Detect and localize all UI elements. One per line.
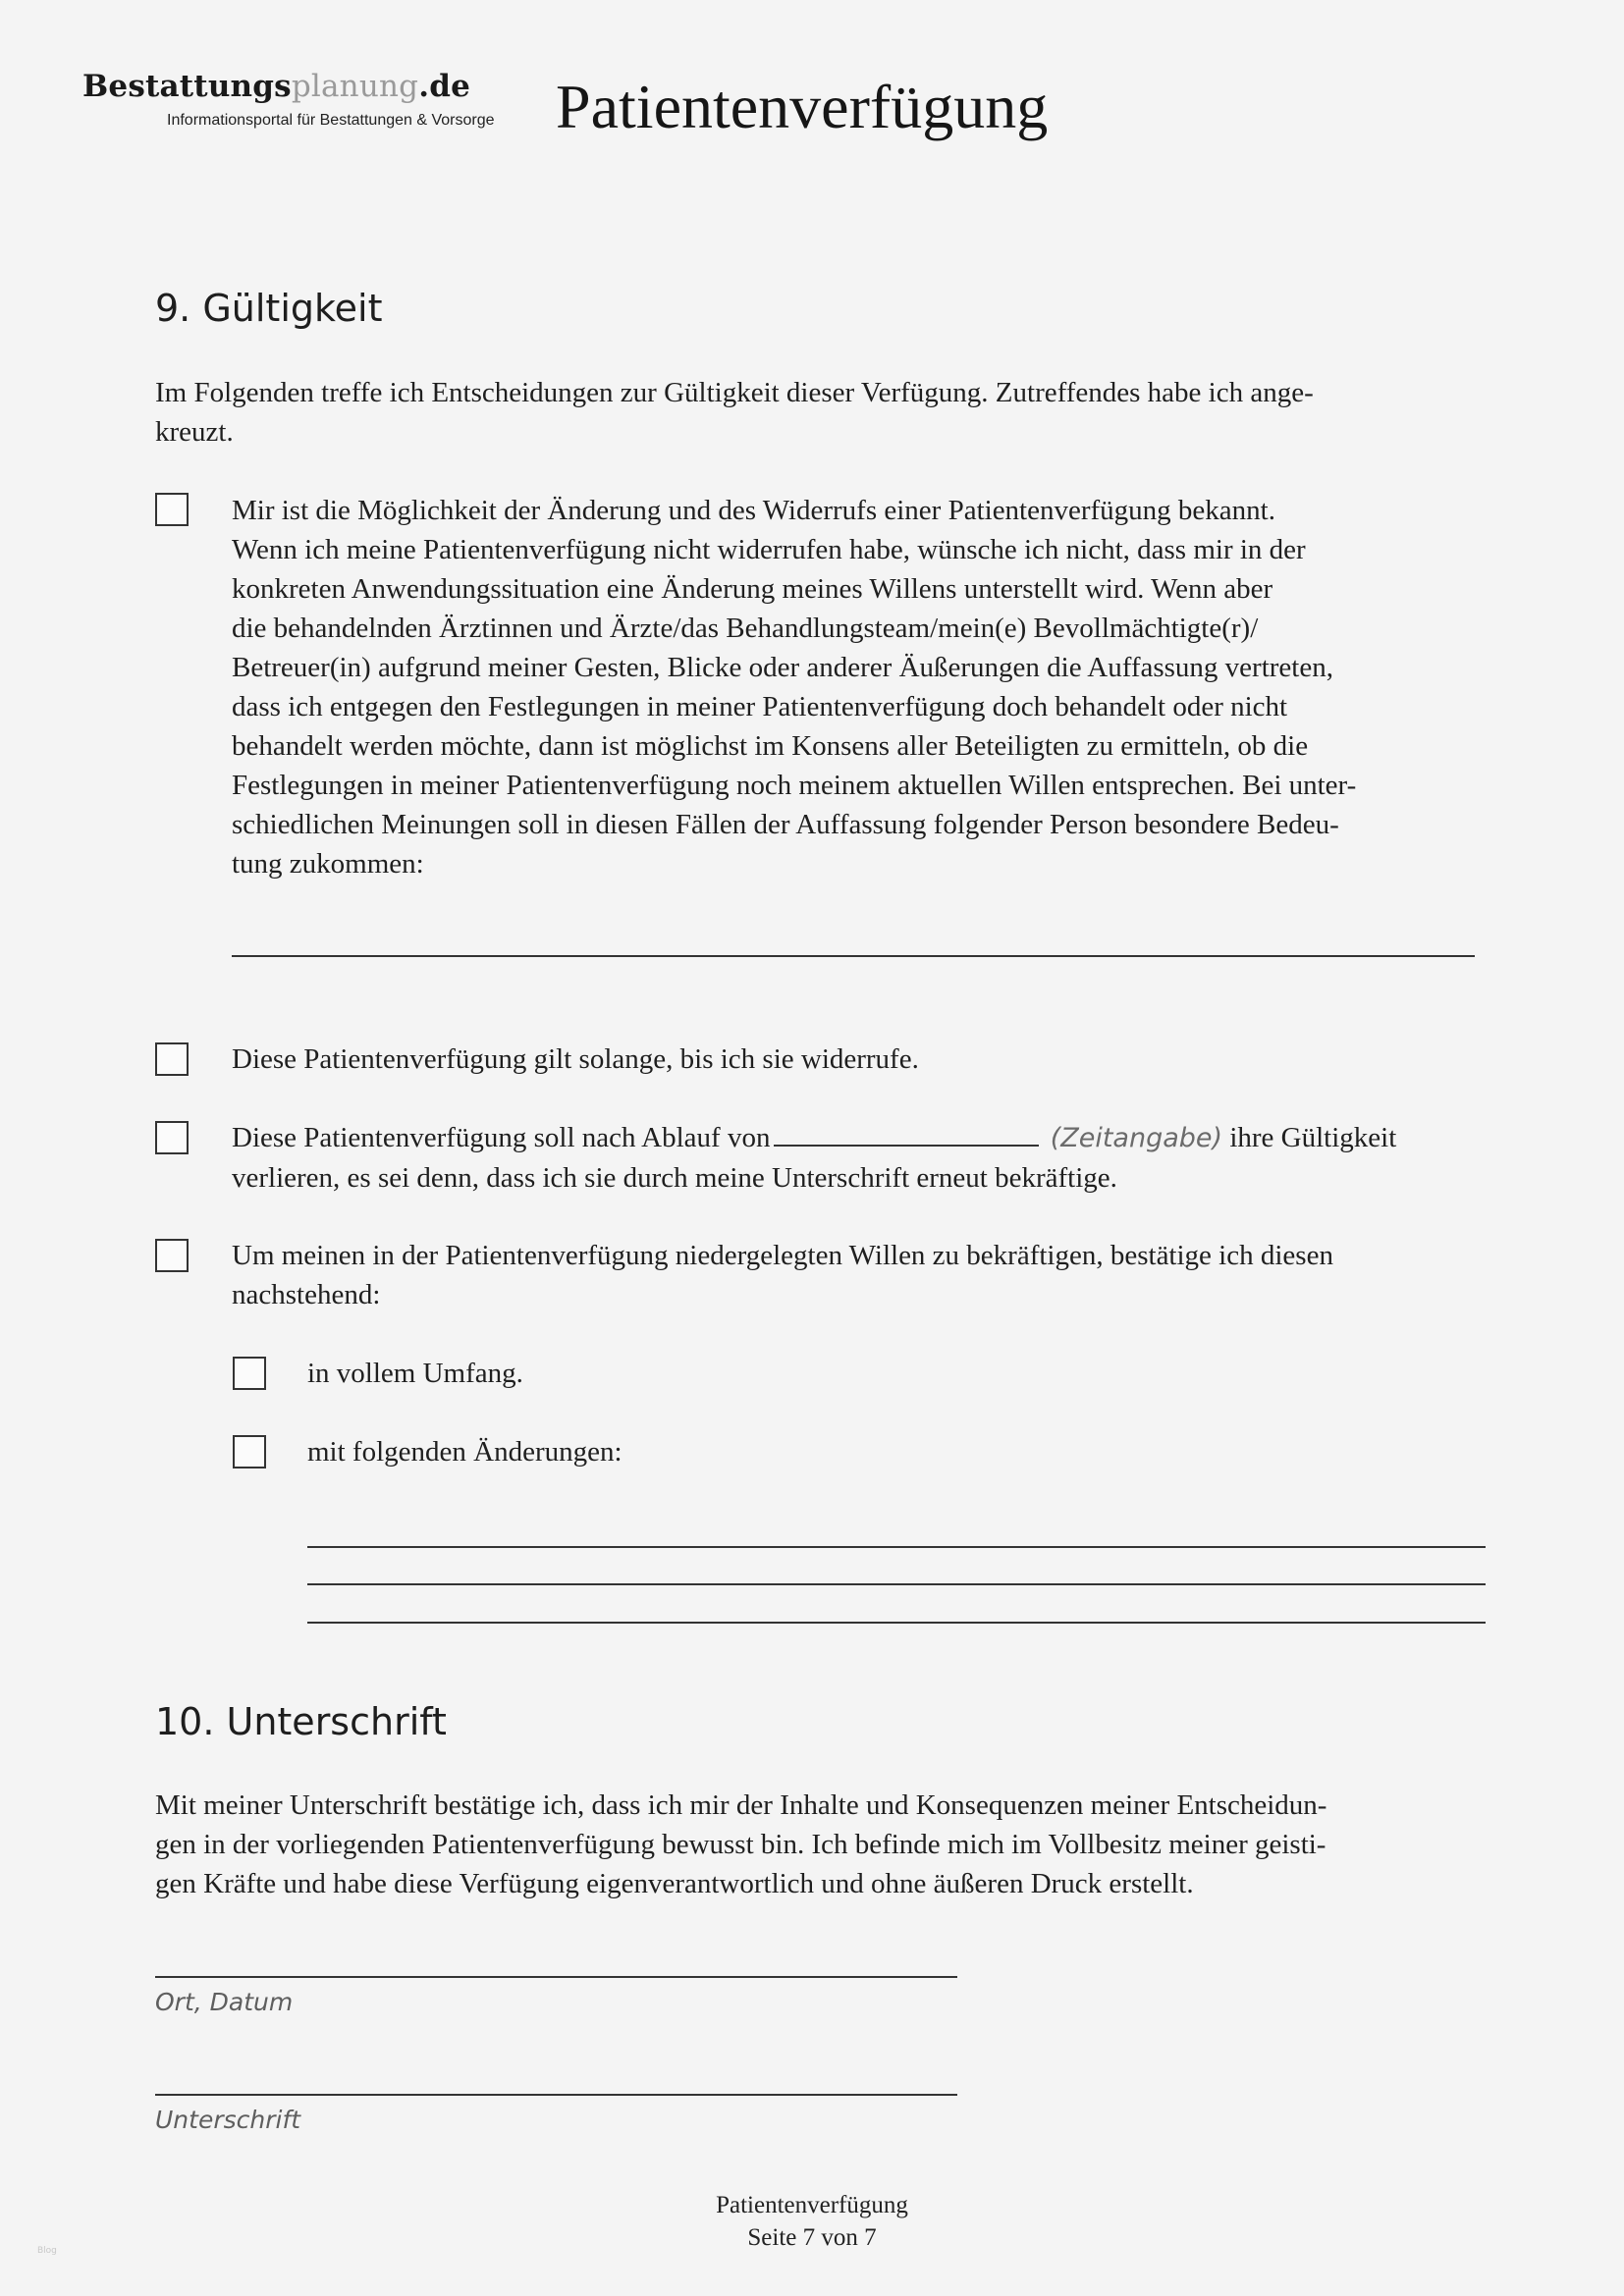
changes-line-3[interactable] bbox=[307, 1622, 1486, 1624]
option-line: nachstehend: bbox=[232, 1279, 381, 1310]
intro-line: kreuzt. bbox=[155, 416, 234, 448]
option-line: die behandelnden Ärztinnen und Ärzte/das Behandlungsteam/mein(e) Bevollmächtigte(r)/ bbox=[232, 613, 1259, 644]
option-line: konkreten Anwendungssituation eine Änderung meines Willens unterstellt wird. Wenn aber bbox=[232, 573, 1273, 605]
logo-wordmark bbox=[82, 69, 470, 104]
option-revocation-known-text bbox=[232, 491, 1356, 883]
checkbox-revocation-known[interactable] bbox=[155, 493, 189, 526]
time-input-line[interactable] bbox=[774, 1121, 1039, 1147]
option-line: behandelt werden möchte, dann ist möglichst im Konsens aller Beteiligten zu ermitteln, ob die bbox=[232, 730, 1309, 762]
logo-tagline: Informationsportal für Bestattungen & Vorsorge bbox=[167, 112, 495, 129]
signature-line[interactable] bbox=[155, 2094, 957, 2096]
sub-option-with-changes-text bbox=[307, 1432, 623, 1471]
changes-line-2[interactable] bbox=[307, 1583, 1486, 1585]
expiry-after: ihre Gültigkeit bbox=[1229, 1122, 1397, 1153]
option-line: in vollem Umfang. bbox=[307, 1358, 523, 1389]
expiry-before: Diese Patientenverfügung soll nach Ablauf von bbox=[232, 1122, 771, 1153]
section-10-text bbox=[155, 1786, 1326, 1903]
signature-label: Unterschrift bbox=[155, 2106, 301, 2134]
signature-text-line: gen in der vorliegenden Patientenverfügung bewusst bin. Ich befinde mich im Vollbesitz meiner geisti- bbox=[155, 1829, 1326, 1860]
option-line: Festlegungen in meiner Patientenverfügung noch meinem aktuellen Willen entsprechen. Bei unter- bbox=[232, 770, 1357, 801]
checkbox-full-scope[interactable] bbox=[233, 1357, 266, 1390]
changes-line-1[interactable] bbox=[307, 1546, 1486, 1548]
option-line: Diese Patientenverfügung gilt solange, bis ich sie widerrufe. bbox=[232, 1043, 919, 1075]
section-9-heading: 9. Gültigkeit bbox=[155, 287, 383, 330]
option-expiry-text bbox=[232, 1118, 1396, 1198]
option-line: verlieren, es sei denn, dass ich sie durch meine Unterschrift erneut bekräftige. bbox=[232, 1162, 1117, 1194]
option-reaffirm-text bbox=[232, 1236, 1333, 1314]
checkbox-expiry[interactable] bbox=[155, 1121, 189, 1154]
option-line: Um meinen in der Patientenverfügung niedergelegten Willen zu bekräftigen, bestätige ich diesen bbox=[232, 1240, 1333, 1271]
document-title: Patientenverfügung bbox=[556, 72, 1049, 141]
logo-tld: .de bbox=[418, 69, 471, 104]
signature-text-line: gen Kräfte und habe diese Verfügung eigenverantwortlich und ohne äußeren Druck erstellt. bbox=[155, 1868, 1194, 1899]
logo-accent: planung bbox=[291, 69, 419, 104]
sub-option-full-scope-text bbox=[307, 1354, 523, 1393]
option-line: dass ich entgegen den Festlegungen in meiner Patientenverfügung doch behandelt oder nicht bbox=[232, 691, 1288, 722]
option-line bbox=[232, 1118, 1396, 1158]
option-line: schiedlichen Meinungen soll in diesen Fällen der Auffassung folgender Person besondere Bedeu- bbox=[232, 809, 1339, 840]
time-hint: (Zeitangabe) bbox=[1050, 1123, 1223, 1153]
option-line: Wenn ich meine Patientenverfügung nicht widerrufen habe, wünsche ich nicht, dass mir in der bbox=[232, 534, 1306, 565]
option-valid-until-revoked-text bbox=[232, 1040, 919, 1079]
option-line: Mir ist die Möglichkeit der Änderung und des Widerrufs einer Patientenverfügung bekannt. bbox=[232, 495, 1275, 526]
intro-line: Im Folgenden treffe ich Entscheidungen zur Gültigkeit dieser Verfügung. Zutreffendes habe ich ange- bbox=[155, 377, 1314, 408]
logo-main: Bestattungs bbox=[82, 69, 292, 104]
watermark: Blog bbox=[37, 2246, 57, 2256]
section-9-intro bbox=[155, 373, 1314, 452]
person-name-line[interactable] bbox=[232, 955, 1475, 957]
signature-text-line: Mit meiner Unterschrift bestätige ich, dass ich mir der Inhalte und Konsequenzen meiner Entscheidun- bbox=[155, 1789, 1327, 1821]
footer-title: Patientenverfügung bbox=[716, 2192, 908, 2218]
option-line: Betreuer(in) aufgrund meiner Gesten, Blicke oder anderer Äußerungen die Auffassung vertreten, bbox=[232, 652, 1333, 683]
checkbox-with-changes[interactable] bbox=[233, 1435, 266, 1468]
footer-page-number: Seite 7 von 7 bbox=[747, 2224, 877, 2251]
place-date-label: Ort, Datum bbox=[155, 1988, 294, 2016]
option-line: tung zukommen: bbox=[232, 848, 424, 880]
checkbox-valid-until-revoked[interactable] bbox=[155, 1042, 189, 1076]
checkbox-reaffirm[interactable] bbox=[155, 1239, 189, 1272]
section-10-heading: 10. Unterschrift bbox=[155, 1700, 447, 1743]
place-date-line[interactable] bbox=[155, 1976, 957, 1978]
option-line: mit folgenden Änderungen: bbox=[307, 1436, 623, 1468]
